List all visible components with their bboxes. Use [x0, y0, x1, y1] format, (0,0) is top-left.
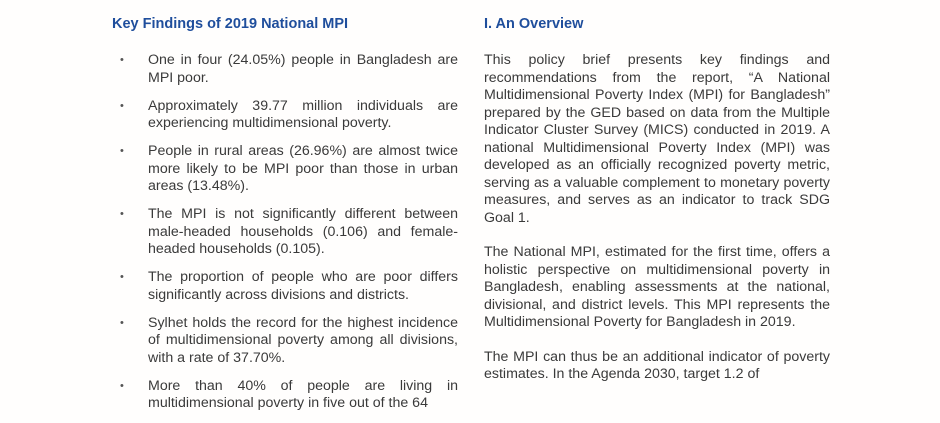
- finding-text: People in rural areas (26.96%) are almost twice more likely to be MPI poor than those in urban areas (13.48%).: [148, 143, 458, 194]
- finding-text: Sylhet holds the record for the highest incidence of multidimensional poverty among all divisions, with a rate of 37.70%.: [148, 314, 458, 366]
- bullet-icon: •: [120, 145, 124, 157]
- bullet-icon: •: [120, 379, 124, 392]
- overview-paragraph: This policy brief presents key findings and recommendations from the report, “A National Multidimensional Poverty Index (MPI) for Bangladesh” prepared by the GED based on data from the Multiple Indicator Cluster Survey (MICS) conducted in 2019. A national Multidimensional Poverty Index (MPI) was developed as an officially recognized poverty metric, serving as a valuable complement to monetary poverty measures, and serves as an indicator to track SDG Goal 1.: [484, 52, 830, 226]
- finding-text: One in four (24.05%) people in Bangladesh are MPI poor.: [148, 52, 458, 86]
- bullet-icon: •: [120, 316, 124, 329]
- list-item: [112, 98, 458, 133]
- bullet-icon: •: [120, 54, 124, 66]
- finding-text: The proportion of people who are poor differs significantly across divisions and districts.: [148, 269, 458, 303]
- list-item: [112, 269, 458, 304]
- finding-text: Approximately 39.77 million individuals are experiencing multidimensional poverty.: [148, 97, 458, 131]
- key-findings-column: [112, 0, 458, 423]
- key-findings-heading: Key Findings of 2019 National MPI: [112, 16, 349, 32]
- bullet-icon: •: [120, 271, 124, 283]
- finding-text: The MPI is not significantly different between male-headed households (0.106) and female-headed households (0.105).: [148, 206, 458, 257]
- list-item: [112, 315, 458, 368]
- overview-heading: I. An Overview: [484, 16, 584, 32]
- list-item: [112, 378, 458, 413]
- overview-column: [484, 0, 830, 384]
- list-item: [112, 206, 458, 259]
- list-item: [112, 143, 458, 196]
- key-findings-list: [112, 52, 458, 413]
- list-item: [112, 52, 458, 87]
- finding-text: More than 40% of people are living in multidimensional poverty in five out of the 64: [148, 377, 458, 411]
- bullet-icon: •: [120, 208, 124, 220]
- overview-paragraph: The National MPI, estimated for the first time, offers a holistic perspective on multidimensional poverty in Bangladesh, enabling assessments at the national, divisional, and district levels. This MPI represents the Multidimensional Poverty for Bangladesh in 2019.: [484, 244, 830, 330]
- overview-paragraph: The MPI can thus be an additional indicator of poverty estimates. In the Agenda 2030, target 1.2 of: [484, 348, 830, 382]
- bullet-icon: •: [120, 99, 124, 112]
